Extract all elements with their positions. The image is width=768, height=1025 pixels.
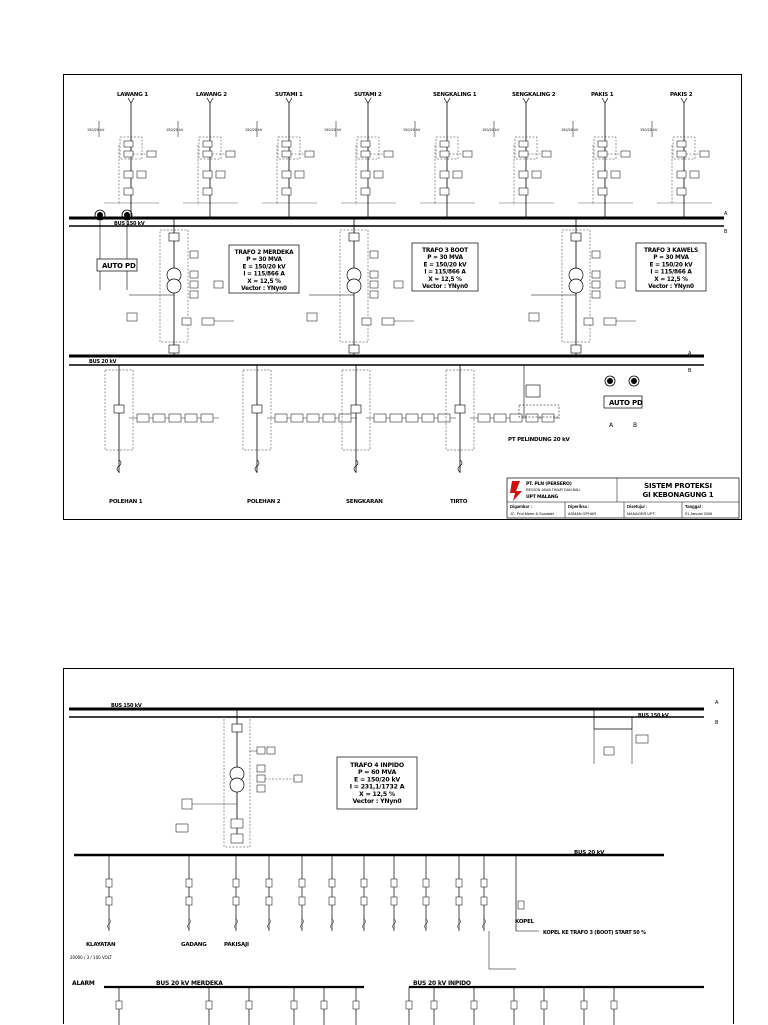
feeder-label: LAWANG 1 xyxy=(117,92,148,98)
auto-pd-label-right: AUTO PD xyxy=(609,399,643,407)
protection-diagram-sheet-2 xyxy=(63,668,734,1024)
lower-feeder xyxy=(116,987,122,1025)
feeder-20kv xyxy=(299,855,305,931)
trafo-4-info-box xyxy=(337,757,417,809)
transformer-bay xyxy=(127,218,234,356)
feeder-20kv xyxy=(361,855,367,931)
feeder-label: SUTAMI 1 xyxy=(275,92,303,98)
unit-name: UPT MALANG xyxy=(526,495,559,500)
tanggal-label: Tanggal : xyxy=(685,504,704,509)
feeder-bay-text: 150/20 kV xyxy=(245,128,263,132)
lower-feeder xyxy=(541,987,547,1025)
feeder-20kv xyxy=(456,855,462,931)
feeder-bay xyxy=(245,92,317,218)
feeder-20kv xyxy=(423,855,429,931)
lower-feeders xyxy=(116,987,617,1025)
bus-150kv-label-2: BUS 150 kV xyxy=(111,703,142,709)
trafo-4-bay xyxy=(176,709,302,847)
svg-text:TRAFO 3 BOOTP = 30 MVAE = 150/: TRAFO 3 BOOT P = 30 MVA E = 150/20 kV I = 115/866 A X = 12,5 % Vector : YNyn0 xyxy=(422,248,468,290)
auto-pd-label: AUTO PD xyxy=(102,262,136,270)
bus-20kv-label-2: BUS 20 kV xyxy=(574,850,605,856)
feeder-bay-text: 150/20 kV xyxy=(640,128,658,132)
outgoing-feeder-label: TIRTO xyxy=(450,499,468,505)
feeder-20kv xyxy=(186,855,192,931)
busbar-150kv xyxy=(69,211,728,235)
feeder-label: SENGKALING 2 xyxy=(512,92,556,98)
bus-side-b: B xyxy=(724,229,728,235)
feeder-label: SENGKALING 1 xyxy=(433,92,477,98)
feeder-pakisaji: PAKISAJI xyxy=(224,942,249,948)
busbar-20kv xyxy=(69,351,704,374)
outgoing-feeder xyxy=(105,365,219,505)
drawing-title-2: GI KEBONAGUNG 1 xyxy=(642,491,714,499)
feeder-bay-text: 150/20 kV xyxy=(403,128,421,132)
feeder-20kv xyxy=(391,855,397,931)
feeder-label: PAKIS 1 xyxy=(591,92,614,98)
feeder-bay xyxy=(482,92,556,218)
feeder-gadang: GADANG xyxy=(181,942,207,948)
feeder-bay xyxy=(87,92,159,218)
outgoing-feeder-label: POLEHAN 1 xyxy=(109,499,143,505)
feeder-bay xyxy=(166,92,238,218)
pt-ratio: 20000 / 3 / 100 VOLT xyxy=(70,955,112,960)
lower-feeder xyxy=(206,987,212,1025)
lower-feeder xyxy=(291,987,297,1025)
protection-diagram-sheet-1 xyxy=(63,74,742,520)
region-name: REGION JAWA TIMUR DAN BALI xyxy=(526,488,581,492)
feeder-bay-text: 150/20 kV xyxy=(166,128,184,132)
outgoing-feeders xyxy=(105,365,560,505)
tanggal-value: 01 Januari 2006 xyxy=(685,512,713,516)
lower-feeder xyxy=(611,987,617,1025)
trafo-merdeka-box xyxy=(229,245,299,293)
bus-side-b-2: B xyxy=(715,720,719,726)
svg-text:B: B xyxy=(633,422,638,429)
incoming-feeder-bays xyxy=(87,92,712,218)
feeder-20kv xyxy=(266,855,272,931)
pt-pelindung xyxy=(508,365,571,443)
feeder-bay xyxy=(640,92,712,218)
feeder-bay-text: 150/20 kV xyxy=(482,128,500,132)
svg-text:TRAFO 2 MERDEKAP = 30 MVAE = 1: TRAFO 2 MERDEKA P = 30 MVA E = 150/20 kV I = 115/866 A X = 12,5 % Vector : YNyn0 xyxy=(234,250,294,292)
busbar-150kv-sheet2 xyxy=(69,700,719,726)
feeder-kopel: KOPEL xyxy=(515,919,534,925)
lower-feeder xyxy=(353,987,359,1025)
feeder-klayatan: KLAYATAN xyxy=(86,942,116,948)
feeder-bay xyxy=(403,92,477,218)
feeder-bay xyxy=(324,92,396,218)
bus-20kv-inpido: BUS 20 kV INPIDO xyxy=(413,980,471,987)
diperiksa-value: ASMAN OPHAR xyxy=(568,512,597,516)
protection-single-line-diagram-2 xyxy=(64,669,735,1025)
bus-side-a: A xyxy=(724,211,728,217)
lower-feeder xyxy=(321,987,327,1025)
protection-single-line-diagram xyxy=(64,75,743,521)
trafo-kawels-box xyxy=(636,243,706,291)
feeder-label: PAKIS 2 xyxy=(670,92,693,98)
kopel-note: KOPEL KE TRAFO 3 (BOOT) START 50 % xyxy=(543,930,646,936)
feeder-bay xyxy=(561,92,633,218)
bus-20kv-label: BUS 20 kV xyxy=(89,359,117,365)
kopel-connection xyxy=(489,855,539,969)
svg-text:A: A xyxy=(609,422,614,429)
lower-feeder xyxy=(246,987,252,1025)
outgoing-feeder-label: SENGKARAN xyxy=(346,499,383,505)
transformer-bays xyxy=(127,218,636,356)
bus-side-a-2: A xyxy=(715,700,719,706)
svg-text:TRAFO 3 KAWELSP = 30 MVAE = 15: TRAFO 3 KAWELS P = 30 MVA E = 150/20 kV I = 115/866 A X = 12,5 % Vector : YNyn0 xyxy=(643,248,699,290)
feeder-label: SUTAMI 2 xyxy=(354,92,382,98)
digambar-label: Digambar : xyxy=(510,504,532,509)
svg-text:TRAFO 4 INPIDOP = 60 MVAE = 15: TRAFO 4 INPIDO P = 60 MVA E = 150/20 kV I = 231,1/1732 A X = 12,5 % Vector : YNyn0 xyxy=(349,762,405,805)
diperiksa-label: Diperiksa : xyxy=(568,504,590,509)
feeder-20kv xyxy=(233,855,239,931)
bus-20kv-lower xyxy=(72,980,704,987)
lower-feeder xyxy=(471,987,477,1025)
outgoing-feeder xyxy=(243,365,357,505)
outgoing-feeder xyxy=(342,365,456,505)
transformer-bay xyxy=(529,218,636,356)
lower-feeder xyxy=(431,987,437,1025)
feeder-20kv xyxy=(106,855,112,931)
feeder-bay-text: 150/20 kV xyxy=(324,128,342,132)
feeder-label: LAWANG 2 xyxy=(196,92,227,98)
drawing-title-1: SISTEM PROTEKSI xyxy=(644,482,712,490)
lower-feeder xyxy=(581,987,587,1025)
feeder-bay-text: 150/20 kV xyxy=(87,128,105,132)
disetujui-label: Disetujui : xyxy=(627,504,648,509)
feeder-bay-text: 150/20 kV xyxy=(561,128,579,132)
bus-20kv-merdeka: BUS 20 kV MERDEKA xyxy=(156,980,223,987)
feeder-labels xyxy=(70,919,646,960)
alarm-label: ALARM xyxy=(72,980,95,987)
bus-150kv-label: BUS 150 kV xyxy=(114,221,145,227)
feeder-20kv xyxy=(481,855,487,931)
feeder-20kv xyxy=(329,855,335,931)
disetujui-value: MANAGER UPT xyxy=(627,512,655,516)
outgoing-feeder-label: POLEHAN 2 xyxy=(247,499,281,505)
lower-feeder xyxy=(406,987,412,1025)
trafo-boot-box xyxy=(412,243,478,291)
transformer-bay xyxy=(307,218,414,356)
auto-pd-right xyxy=(604,376,643,429)
busbar-20kv-sheet2 xyxy=(74,850,664,856)
svg-text:B: B xyxy=(688,368,692,374)
svg-text:A: A xyxy=(688,351,692,357)
digambar-value: JC. Prot Meter & Scadatel xyxy=(510,512,554,516)
bus-150kv-label-right: BUS 150 kV xyxy=(638,713,669,719)
lower-feeder xyxy=(511,987,517,1025)
outgoing-feeders-sheet2 xyxy=(106,855,487,931)
company-name: PT. PLN (PERSERO) xyxy=(526,482,572,487)
title-block xyxy=(507,478,739,518)
pt-label: PT PELINDUNG 20 kV xyxy=(508,437,570,443)
